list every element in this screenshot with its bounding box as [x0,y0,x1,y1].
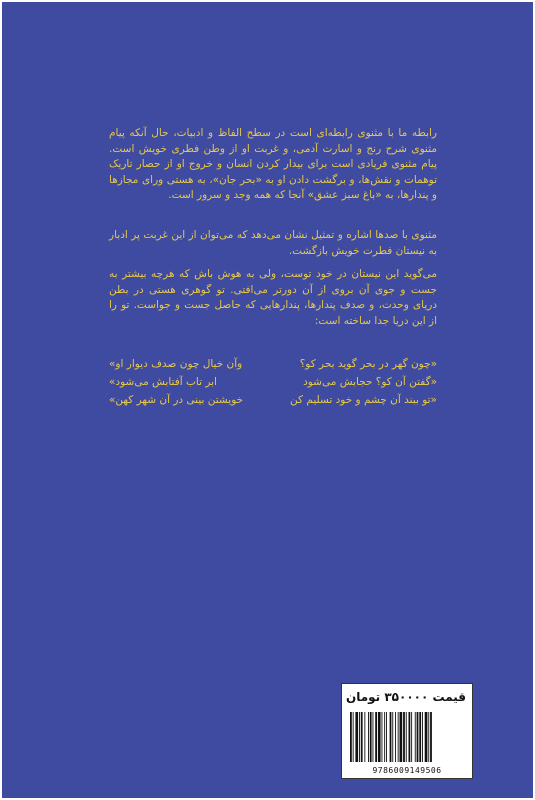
blurb-paragraph-1: رابطه ما با مثنوی رابطه‌ای است در سطح الفاظ و ادبیات، حال آنکه پیام مثنوی شرح رنج و اسارت آدمی، و غربت او از وطن فطری خویش است. پیام مثنوی فریادی است برای بیدار کردن انسان و خروج او از حصار تاریک توهمات و نقش‌ها، و برگشت دادن او به «بحر جان»، به هستی ورای مجازها و پندارها، به «باغ سبز عشق» آنجا که همه وجد و سرور است. [109,127,437,201]
blurb-paragraph-3: می‌گوید این نیستان در خود توست، ولی به هوش باش که هرچه بیشتر به جست و جوی آن بروی از آن دورتر می‌افتی. تو گوهری هستی در بطن دریای وحدت، و صدف پندارها، پندارهایی که حاصل جست و جواست. تو را از این دریا جدا ساخته است: [109,268,437,327]
poem-second-hemistich: خویشتن بینی در آن شهر کهن» [109,394,244,406]
poem-verses [109,355,437,409]
poem-second-hemistich: وآن خیال چون صدف دیوار او» [109,358,243,370]
poem-line [109,373,437,391]
poem-line [109,391,437,409]
poem-first-hemistich: «چون گهر در بحر گوید بحر کو؟ [299,358,437,370]
poem-line [109,355,437,373]
poem-first-hemistich: «تو ببند آن چشم و خود تسلیم کن [290,394,437,406]
price-barcode-box [341,683,473,779]
poem-first-hemistich: «گفتن آن کو؟ حجابش می‌شود [303,376,437,388]
isbn-number: 9786009149506 [372,766,442,775]
blurb-paragraph-2: مثنوی با صدها اشاره و تمثیل نشان می‌دهد که می‌توان از این غربت پر ادبار به نیستان فطرت خویش بازگشت. [109,229,437,257]
barcode [348,712,466,762]
price-label: قیمت ۳۵۰۰۰۰ تومان [345,690,466,704]
poem-second-hemistich: ابر تاب آفتابش می‌شود» [109,376,217,388]
back-cover [2,2,533,798]
